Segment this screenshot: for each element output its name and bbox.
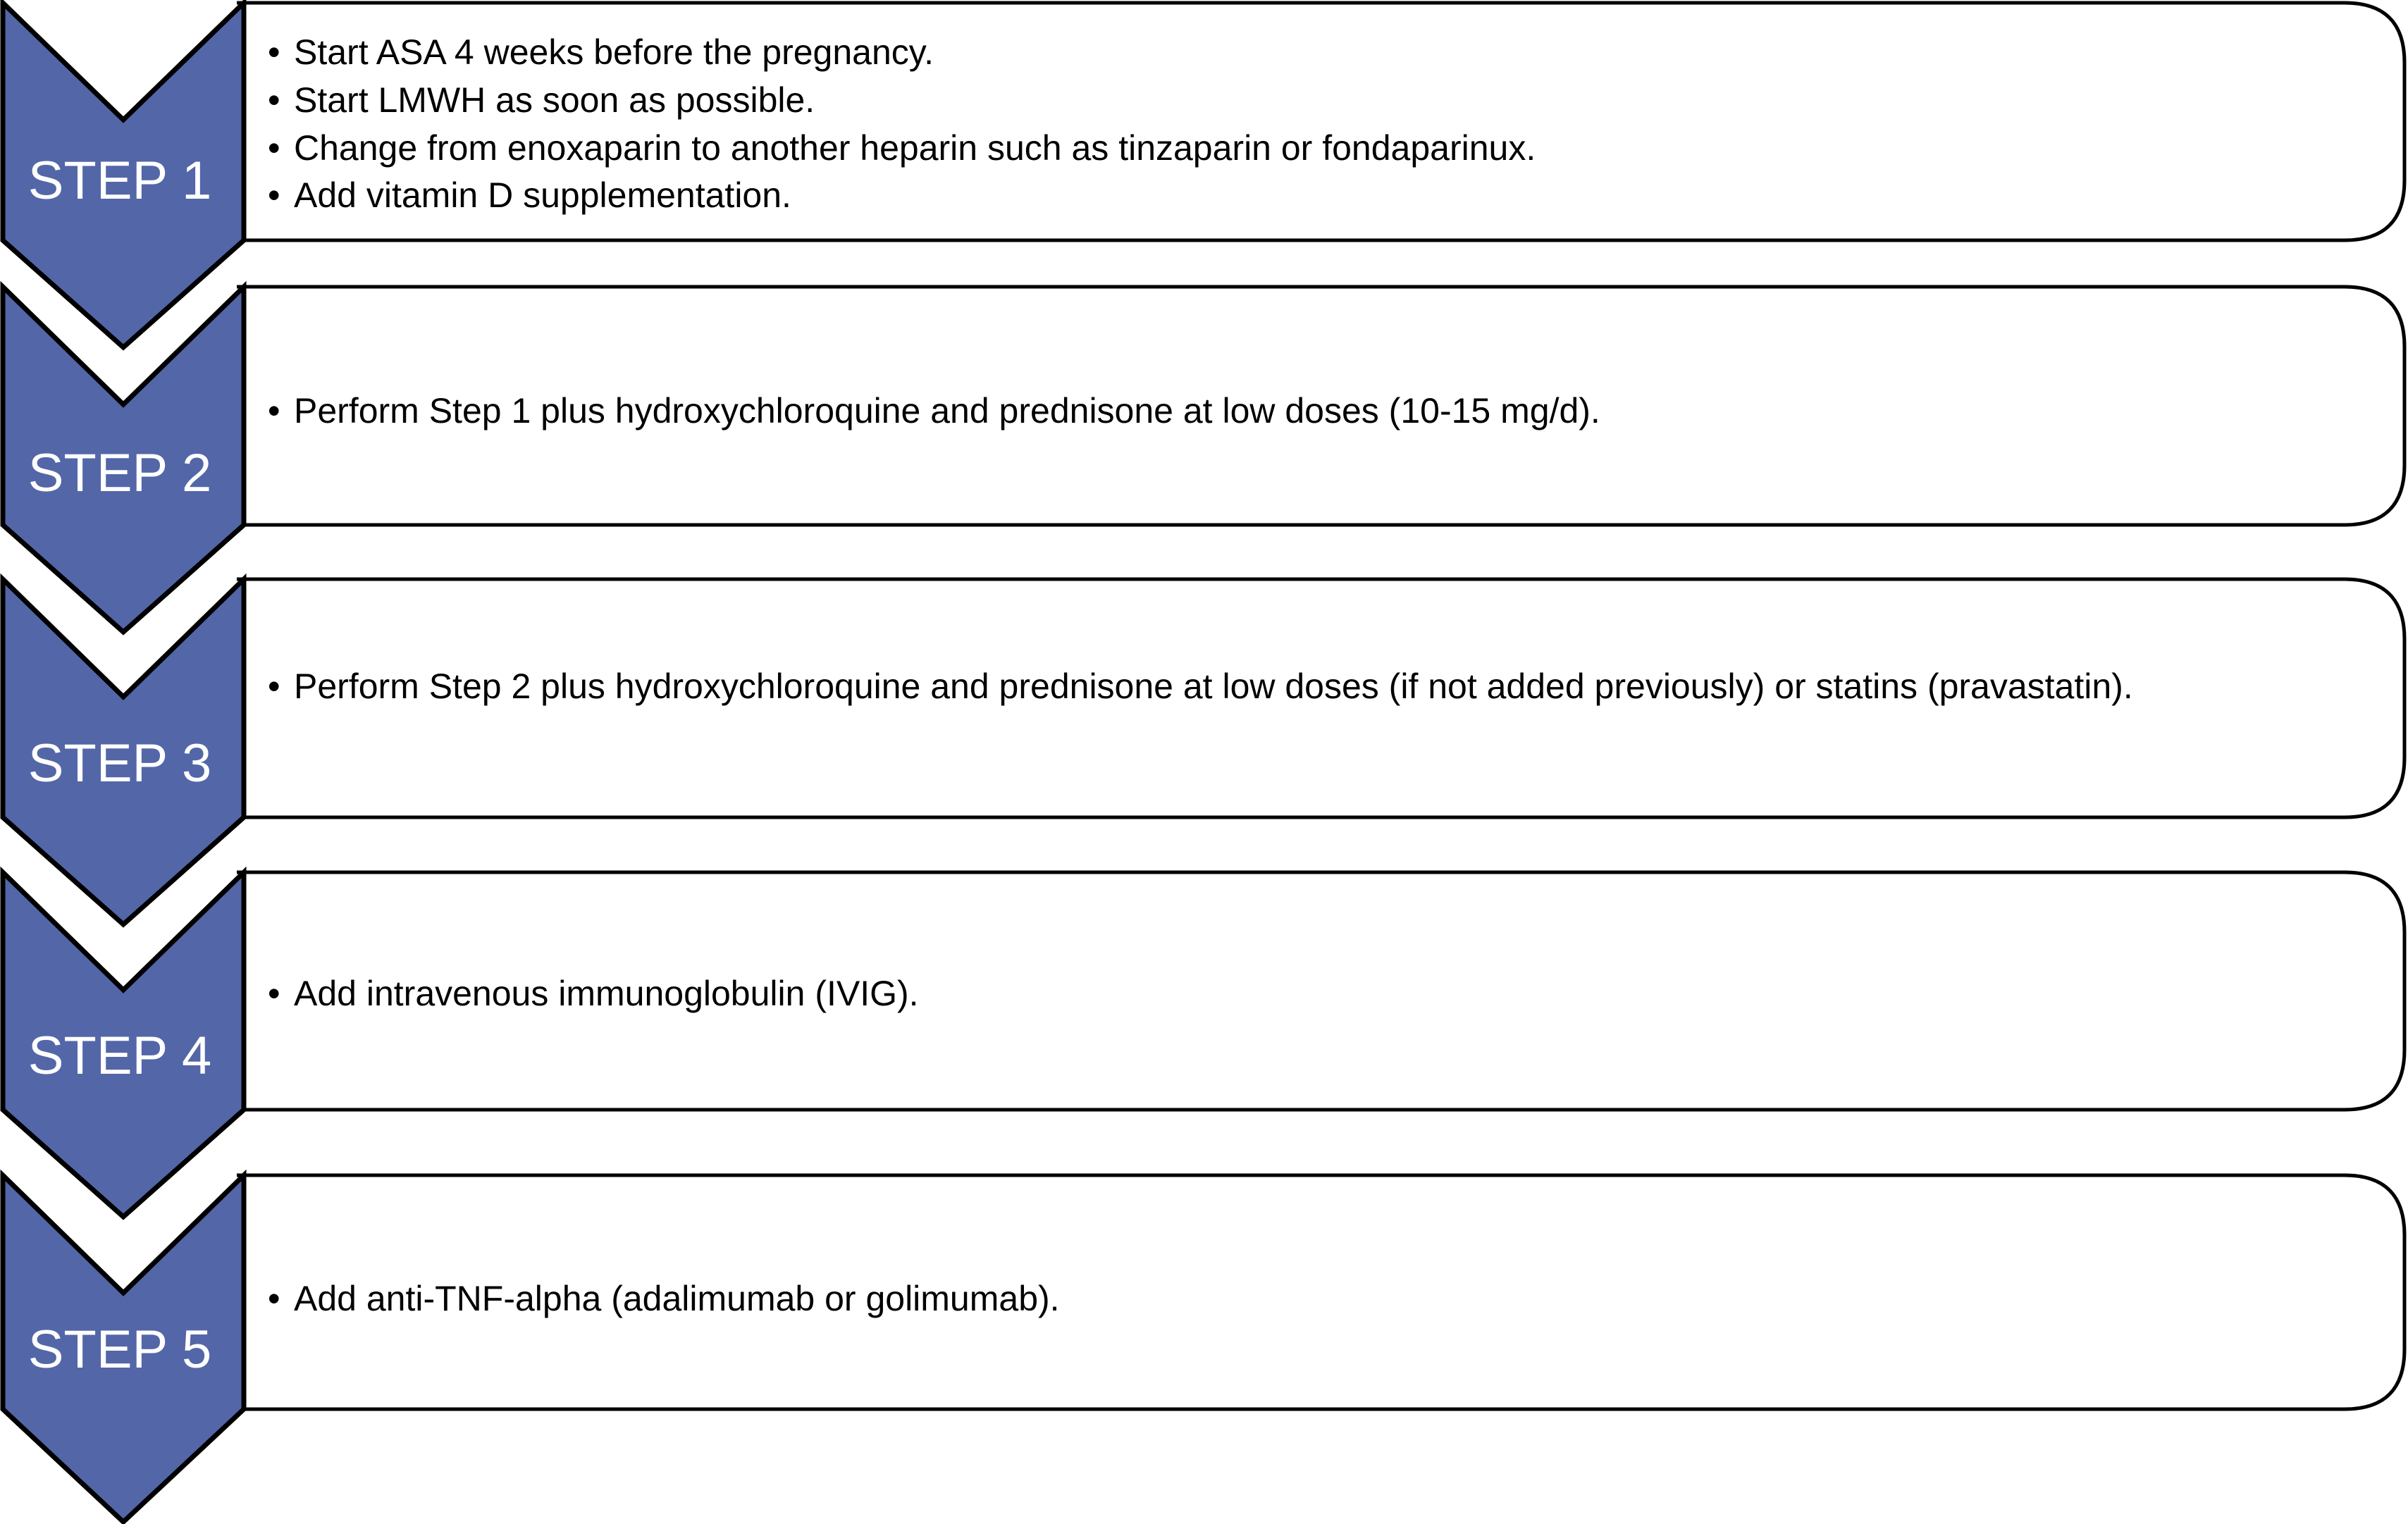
step-1-bullet-text: Start ASA 4 weeks before the pregnancy. [294,32,934,72]
step-2-bullet-marker: • [268,391,280,430]
step-1-bullet-marker: • [268,80,280,120]
step-1-bullet-text: Start LMWH as soon as possible. [294,80,815,120]
step-4-bullet-text: Add intravenous immunoglobulin (IVIG). [294,974,919,1013]
step-1-label: STEP 1 [27,151,212,211]
step-5-label: STEP 5 [27,1320,212,1380]
step-4-label: STEP 4 [27,1026,212,1086]
step-1-bullet-text: Add vitamin D supplementation. [294,175,791,215]
step-3-bullet-text: Perform Step 2 plus hydroxychloroquine and prednisone at low doses (if not added previously) or statins (pravastatin). [294,667,2133,706]
step-1-bullet-marker: • [268,128,280,168]
step-4-bullet-marker: • [268,974,280,1013]
step-1-bullet-text: Change from enoxaparin to another heparin such as tinzaparin or fondaparinux. [294,128,1536,168]
step-3-label: STEP 3 [27,733,212,793]
step-5-bullet-marker: • [268,1279,280,1318]
step-1-bullet-marker: • [268,175,280,215]
step-2-bullet-text: Perform Step 1 plus hydroxychloroquine and prednisone at low doses (10-15 mg/d). [294,391,1600,430]
step-2-label: STEP 2 [27,443,212,503]
step-3-bullet-marker: • [268,667,280,706]
step-5-bullet-text: Add anti-TNF-alpha (adalimumab or golimumab). [294,1279,1060,1318]
step-1-bullet-marker: • [268,32,280,72]
